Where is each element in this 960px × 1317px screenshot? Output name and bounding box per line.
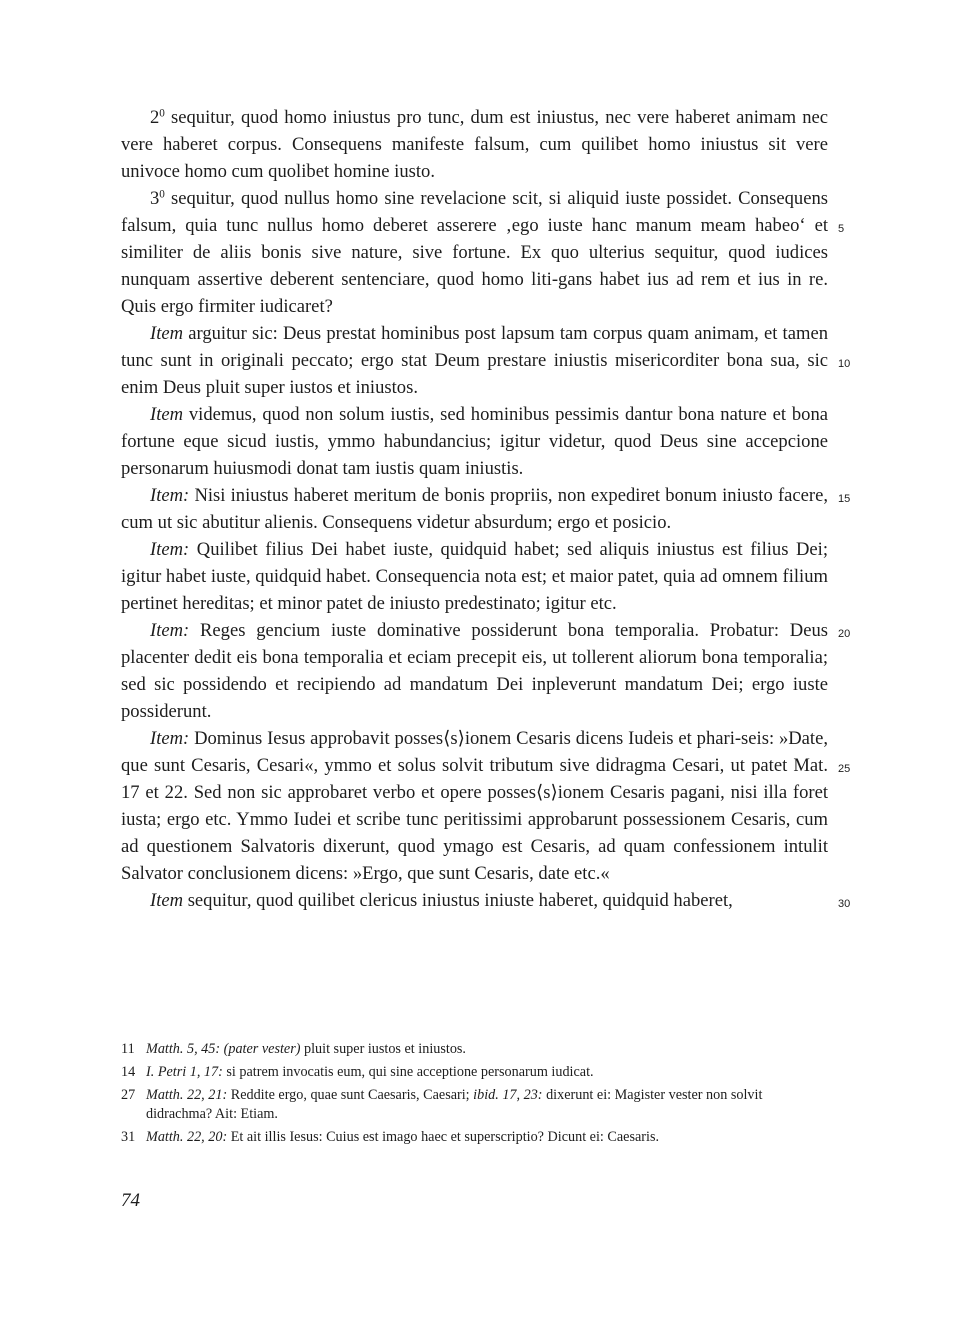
text-run: Reges gencium iuste dominative possiderunt bona temporalia. Probatur: Deus placenter dedit eis bona temporalia et eciam precepit eis, ut tollerent aliorum bona temporalia; sed sic possidendo et recipiendo ad mandatum Dei inpleverunt mandatum Dei; ergo iuste possiderunt.: [121, 620, 828, 722]
paragraph: [121, 617, 828, 725]
text-run: sequitur, quod quilibet clericus iniustus iniuste haberet, quidquid haberet,: [183, 890, 733, 911]
footnote-text: [146, 1063, 828, 1082]
italic-text: Matth. 5, 45: (pater vester): [146, 1041, 301, 1057]
paragraph: [121, 185, 828, 320]
text-run: videmus, quod non solum iustis, sed hominibus pessimis dantur bona nature et bona fortune eque sicud iustis, ymmo habundancius; igitur videtur, quod Deus sine accepcione personarum huiusmodi donat tam iustis quam iniustis.: [121, 404, 828, 479]
italic-text: Matth. 22, 21:: [146, 1087, 228, 1103]
line-number: 20: [838, 628, 851, 640]
paragraph: [121, 725, 828, 887]
italic-text: ibid. 17, 23:: [473, 1087, 543, 1103]
text-run: arguitur sic: Deus prestat hominibus post lapsum tam corpus quam animam, et tamen tunc sunt in originali peccato; ergo stat Deum prestare iniustis misericorditer bona sua, sic enim Deus pluit super iustos et iniustos.: [121, 323, 828, 398]
italic-text: Item: [150, 890, 184, 911]
italic-text: Item:: [150, 539, 190, 560]
paragraph: [121, 887, 828, 914]
text-run: si patrem invocatis eum, qui sine acceptione personarum iudicat.: [222, 1064, 594, 1080]
paragraph: [121, 320, 828, 401]
footnotes: [121, 1040, 828, 1151]
text-run: 0: [159, 188, 165, 201]
text-run: Quilibet filius Dei habet iuste, quidquid habet; sed aliquis iniustus est filius Dei; igitur habet iuste, quidquid habet. Consequencia nota est; et maior patet, quia ad omnem filium pertinet hereditas; et minor patet de iniusto predestinato; igitur etc.: [121, 539, 828, 614]
italic-text: Item:: [150, 485, 190, 506]
footnote-text: [146, 1086, 828, 1124]
line-number: 25: [838, 763, 851, 775]
footnote-line-ref: 14: [121, 1064, 136, 1080]
footnote-line-ref: 11: [121, 1041, 135, 1057]
text-run: Reddite ergo, quae sunt Caesaris, Caesari;: [227, 1087, 474, 1103]
italic-text: I. Petri 1, 17:: [146, 1064, 223, 1080]
footnote-text: [146, 1040, 828, 1059]
text-run: Nisi iniustus haberet meritum de bonis propriis, non expediret bonum iniusto facere, cum ut sic abutitur alienis. Consequens videtur absurdum; ergo et posicio.: [121, 485, 828, 533]
paragraph: [121, 482, 828, 536]
text-run: sequitur, quod nullus homo sine revelacione scit, si aliquid iuste possidet. Consequens falsum, quia tunc nullus homo deberet asserere ‚ego iuste hanc manum meam habeo‘ et similiter de aliis bonis sive nature, sive fortune. Ex quo ulterius sequitur, quod iudices nunquam assertive deberent sentenciare, quod homo liti-gans habet ius ad rem et ius in re. Quis ergo firmiter iudicaret?: [121, 188, 828, 317]
text-run: pluit super iustos et iniustos.: [300, 1041, 466, 1057]
italic-text: Matth. 22, 20:: [146, 1129, 228, 1145]
text-run: 0: [159, 107, 165, 120]
page-number: 74: [121, 1190, 140, 1211]
text-run: 3: [150, 188, 160, 209]
footnote: [121, 1063, 828, 1082]
footnote-line-ref: 27: [121, 1087, 136, 1103]
line-number: 15: [838, 493, 851, 505]
text-run: Dominus Iesus approbavit posses⟨s⟩ionem Cesaris dicens Iudeis et phari-seis: »Date, que sunt Cesaris, Cesari«, ymmo et solus solvit tributum sive didragma Cesari, ut patet Mat. 17 et 22. Sed non sic approbaret verbo et opere posses⟨s⟩ionem Cesaris pagani, nisi illa foret iusta; ergo etc. Ymmo Iudei et scribe tunc peritissimi approbarunt possessionem Cesaris, cum ad questionem Salvatoris dixerunt, quod ymago est Cesaris, ad quam confessionem intulit Salvator conclusionem dicens: »Ergo, que sunt Cesaris, date etc.«: [121, 728, 828, 884]
line-number: 30: [838, 898, 851, 910]
italic-text: Item:: [150, 728, 190, 749]
footnote: [121, 1086, 828, 1124]
text-run: sequitur, quod homo iniustus pro tunc, dum est iniustus, nec vere haberet animam nec vere haberet corpus. Consequens manifeste falsum, cum quilibet homo iniustus sit vere univoce homo cum quolibet homine iusto.: [121, 107, 828, 182]
main-text: [121, 104, 828, 914]
text-run: 2: [150, 107, 160, 128]
footnote: [121, 1128, 828, 1147]
paragraph: [121, 401, 828, 482]
text-run: dixerunt ei: Magister vester non solvit didrachma? Ait: Etiam.: [146, 1087, 763, 1122]
paragraph: [121, 536, 828, 617]
paragraph: [121, 104, 828, 185]
footnote-line-ref: 31: [121, 1129, 136, 1145]
line-number: 5: [838, 223, 845, 235]
text-run: Et ait illis Iesus: Cuius est imago haec et superscriptio? Dicunt ei: Caesaris.: [227, 1129, 660, 1145]
italic-text: Item: [150, 404, 184, 425]
line-number: 10: [838, 358, 851, 370]
footnote: [121, 1040, 828, 1059]
italic-text: Item:: [150, 620, 190, 641]
footnote-text: [146, 1128, 828, 1147]
italic-text: Item: [150, 323, 184, 344]
